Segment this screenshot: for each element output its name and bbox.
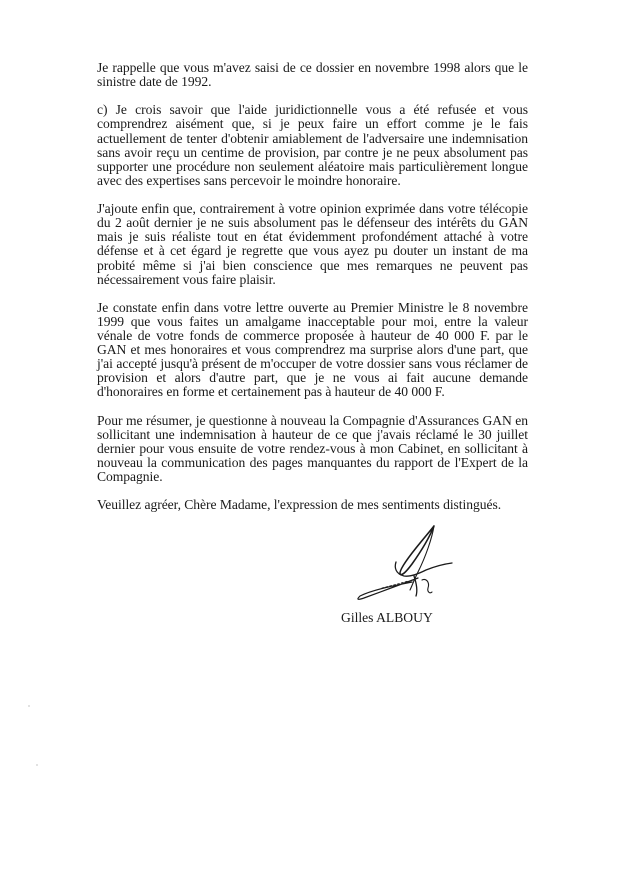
closing-formula: Veuillez agréer, Chère Madame, l'expression de mes sentiments distingués. bbox=[97, 497, 502, 513]
scan-speck bbox=[28, 705, 30, 707]
handwritten-signature-icon bbox=[352, 524, 462, 604]
paragraph-defenseur-gan: J'ajoute enfin que, contrairement à votre opinion exprimée dans votre télécopie du 2 août dernier je ne suis absolument pas le défenseur des intérêts du GAN mais je suis réaliste tout en état évidemment profondément attaché à votre défense et à cet égard je regrette que vous ayez pu douter un instant de ma probité même si j'ai bien conscience que mes remarques ne peuvent pas nécessairement vous faire plaisir. bbox=[97, 201, 528, 287]
paragraph-lettre-ouverte: Je constate enfin dans votre lettre ouverte au Premier Ministre le 8 novembre 1999 que vous faites un amalgame inacceptable pour moi, entre la valeur vénale de votre fonds de commerce proposée à hauteur de 40 000 F. par le GAN et mes honoraires et vous comprendrez ma surprise alors d'une part, que j'ai accepté jusqu'à présent de m'occuper de votre dossier sans vous réclamer de provision et alors d'autre part, que je ne vous ai fait aucune demande d'honoraires en forme et certainement pas à hauteur de 40 000 F. bbox=[97, 299, 528, 400]
paragraph-dossier-date: Je rappelle que vous m'avez saisi de ce dossier en novembre 1998 alors que le sinistre date de 1992. bbox=[97, 60, 528, 90]
signer-name: Gilles ALBOUY bbox=[341, 610, 433, 625]
letter-body bbox=[97, 61, 528, 527]
paragraph-aide-juridictionnelle: c) Je crois savoir que l'aide juridictionnelle vous a été refusée et vous comprendrez aisément que, si je peux faire un effort comme je le fais actuellement de tenter d'obtenir amiablement de l'adversaire une indemnisation sans avoir reçu un centime de provision, par contre je ne peux absolument pas supporter une procédure non seulement aléatoire mais particulièrement longue avec des expertises sans percevoir le moindre honoraire. bbox=[97, 102, 528, 188]
scan-speck bbox=[36, 764, 38, 766]
paragraph-resume: Pour me résumer, je questionne à nouveau la Compagnie d'Assurances GAN en sollicitant une indemnisation à hauteur de ce que j'avais réclamé le 30 juillet dernier pour vous ensuite de votre rendez-vous à mon Cabinet, en sollicitant à nouveau la communication des pages manquantes du rapport de l'Expert de la Compagnie. bbox=[97, 412, 528, 485]
